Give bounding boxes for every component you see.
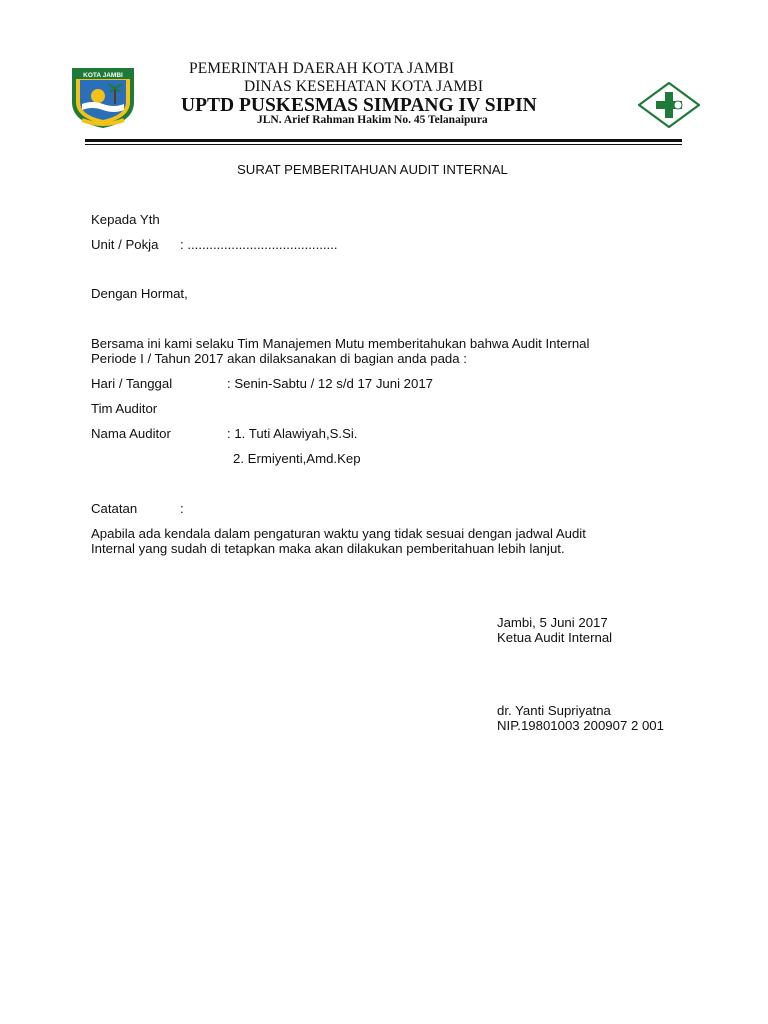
auditor-label: Nama Auditor — [91, 426, 171, 441]
letter-title: SURAT PEMBERITAHUAN AUDIT INTERNAL — [237, 162, 508, 177]
letterhead-department: DINAS KESEHATAN KOTA JAMBI — [244, 78, 484, 95]
signer-nip: NIP.19801003 200907 2 001 — [497, 718, 664, 733]
team-label: Tim Auditor — [91, 401, 158, 416]
signer-position: Ketua Audit Internal — [497, 630, 613, 645]
puskesmas-logo — [638, 82, 700, 128]
logo-text: KOTA JAMBI — [83, 72, 123, 79]
signer-name: dr. Yanti Supriyatna — [497, 703, 611, 718]
kota-jambi-logo — [68, 66, 138, 130]
auditor-1: : 1. Tuti Alawiyah,S.Si. — [227, 426, 358, 441]
note-label: Catatan — [91, 501, 138, 516]
unit-value: : ......................................... — [180, 237, 338, 252]
intro-line-2: Periode I / Tahun 2017 akan dilaksanakan di bagian anda pada : — [91, 351, 467, 366]
unit-label: Unit / Pokja — [91, 237, 159, 252]
header-rule-thin — [85, 144, 682, 145]
date-label: Hari / Tanggal — [91, 376, 173, 391]
letterhead-government: PEMERINTAH DAERAH KOTA JAMBI — [189, 60, 455, 77]
header-rule-thick — [85, 139, 682, 142]
letterhead-institution: UPTD PUSKESMAS SIMPANG IV SIPIN — [181, 95, 537, 116]
auditor-2: 2. Ermiyenti,Amd.Kep — [233, 451, 361, 466]
date-value: : Senin-Sabtu / 12 s/d 17 Juni 2017 — [227, 376, 434, 391]
note-line-1: Apabila ada kendala dalam pengaturan waktu yang tidak sesuai dengan jadwal Audit — [91, 526, 586, 541]
place-date: Jambi, 5 Juni 2017 — [497, 615, 608, 630]
letterhead-address: JLN. Arief Rahman Hakim No. 45 Telanaipura — [257, 114, 488, 126]
intro-line-1: Bersama ini kami selaku Tim Manajemen Mutu memberitahukan bahwa Audit Internal — [91, 336, 590, 351]
note-line-2: Internal yang sudah di tetapkan maka akan dilakukan pemberitahuan lebih lanjut. — [91, 541, 565, 556]
note-colon: : — [180, 501, 184, 516]
salutation: Dengan Hormat, — [91, 286, 188, 301]
recipient-label: Kepada Yth — [91, 212, 160, 227]
